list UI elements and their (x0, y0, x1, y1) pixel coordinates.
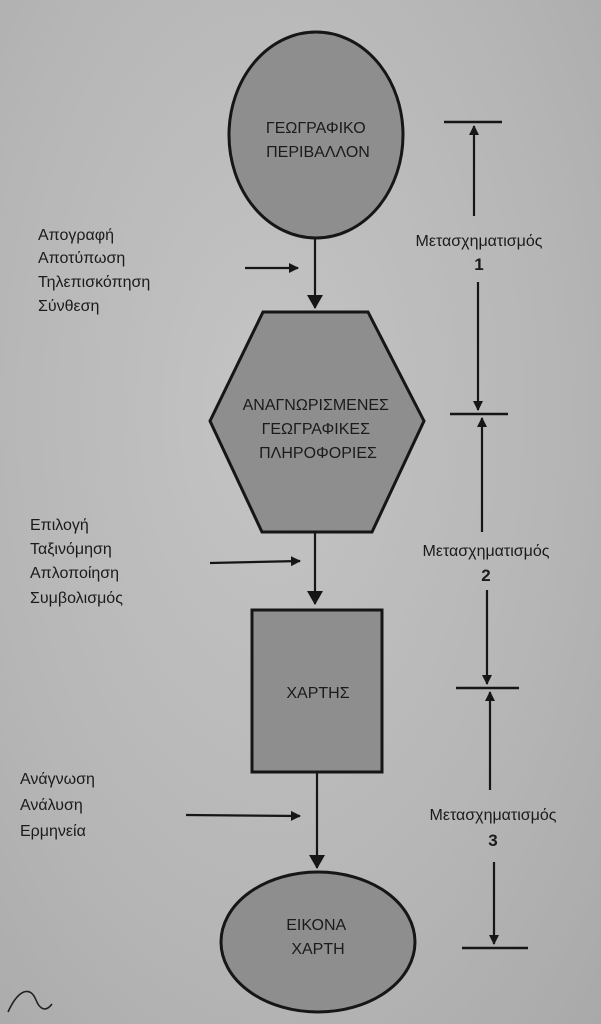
transformation-1-label: Μετασχηματισμός (415, 233, 543, 250)
node-label-line: ΠΛΗΡΟΦΟΡΙΕΣ (259, 445, 377, 462)
input-list-stage-1 (38, 227, 155, 315)
node-label-line: ΓΕΩΓΡΑΦΙΚΟ (265, 120, 366, 137)
input-item: Σύνθεση (38, 298, 100, 315)
input-item: Ανάλυση (20, 797, 83, 814)
transformation-3-number: 3 (488, 831, 498, 850)
pen-scribble-mark (8, 991, 52, 1012)
node-map (252, 610, 382, 772)
node-label-line: ΧΑΡΤΗΣ (286, 685, 350, 702)
input-group-stage-3 (20, 771, 300, 840)
input-item: Αποτύπωση (38, 250, 126, 267)
node-label-line: ΑΝΑΓΝΩΡΙΣΜΕΝΕΣ (242, 397, 389, 414)
node-label-line: ΧΑΡΤΗ (291, 941, 345, 958)
node-label-line: ΕΙΚΟΝΑ (286, 917, 346, 934)
node-geographic-environment (229, 32, 403, 238)
input-list-stage-2 (30, 517, 124, 607)
input-group-stage-1 (38, 227, 298, 315)
transformation-1-number: 1 (474, 255, 484, 274)
input-item: Επιλογή (30, 517, 89, 534)
input-list-stage-3 (20, 771, 99, 840)
input-arrow-stage-2 (210, 561, 300, 563)
node-label-line: ΠΕΡΙΒΑΛΛΟΝ (266, 144, 370, 161)
node-geographic-information (210, 312, 424, 532)
node-geographic-information-label (243, 397, 394, 462)
input-item: Απλοποίηση (30, 565, 120, 582)
transformation-scale (415, 122, 556, 948)
input-group-stage-2 (30, 517, 300, 607)
input-item: Ταξινόμηση (30, 541, 112, 558)
node-map-image (221, 872, 415, 1012)
input-item: Ανάγνωση (20, 771, 95, 788)
input-item: Συμβολισμός (30, 590, 123, 607)
input-item: Τηλεπισκόπηση (38, 274, 151, 291)
transformation-2-number: 2 (481, 566, 491, 585)
node-map-label (286, 685, 349, 702)
transformation-2-label: Μετασχηματισμός (422, 543, 550, 560)
input-item: Ερμηνεία (20, 823, 86, 840)
node-label-line: ΓΕΩΓΡΑΦΙΚΕΣ (261, 421, 370, 438)
input-item: Απογραφή (38, 227, 115, 244)
transformation-3-label: Μετασχηματισμός (429, 807, 557, 824)
input-arrow-stage-3 (186, 815, 300, 816)
